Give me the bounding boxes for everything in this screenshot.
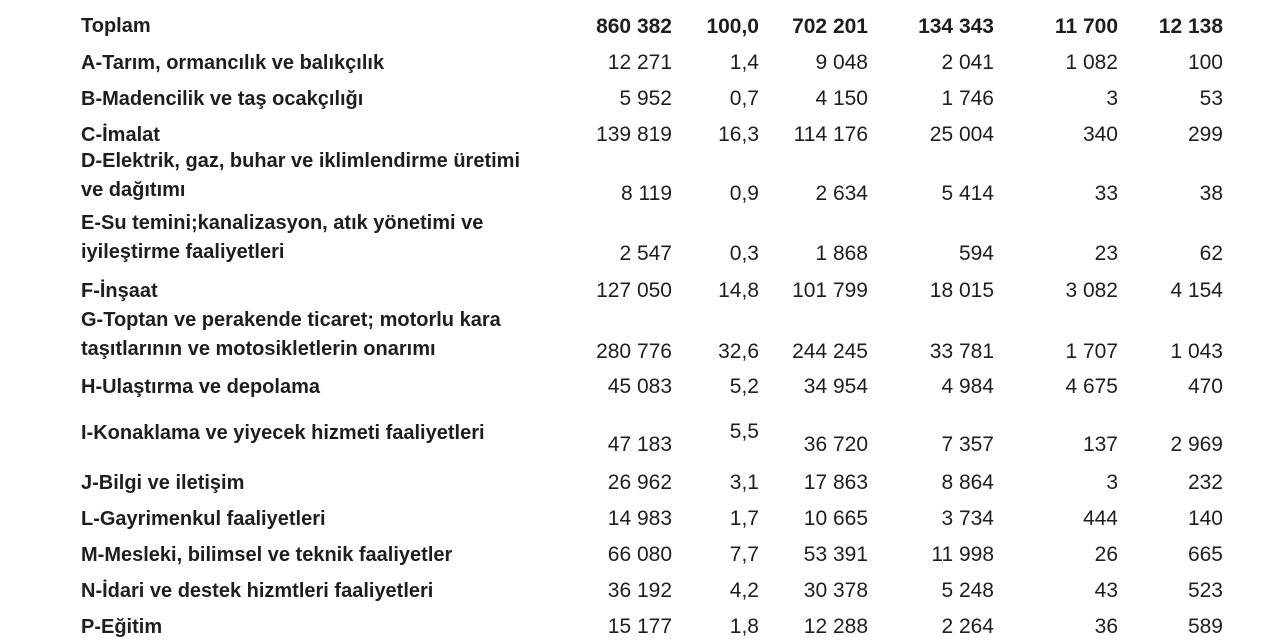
cell-value: 1,7 [729,507,759,530]
cell-value: 4 675 [1065,375,1118,398]
cell-value: 0,7 [729,87,759,110]
row-label [81,49,561,78]
cell-value: 12 138 [1158,15,1223,38]
cell-value: 23 [1094,242,1118,265]
cell-value: 16,3 [718,123,759,146]
cell-value: 3,1 [729,471,759,494]
cell-value: 0,9 [729,182,759,205]
row-label [81,373,561,402]
cell-value: 7 357 [941,433,994,456]
cell-value: 114 176 [793,123,868,146]
cell-value: 244 245 [792,340,868,363]
cell-value: 5,5 [729,420,759,443]
cell-value: 137 [1082,433,1118,456]
row-label [81,419,561,448]
cell-value: 26 962 [607,471,672,494]
row-label-line: C-İmalat [81,124,160,146]
row-label-line: L-Gayrimenkul faaliyetleri [81,508,326,530]
cell-value: 470 [1187,375,1223,398]
cell-value: 860 382 [596,15,672,38]
cell-value: 589 [1187,615,1223,638]
cell-value: 33 781 [929,340,994,363]
cell-value: 12 288 [803,615,868,638]
cell-value: 38 [1199,182,1223,205]
row-label [81,209,561,267]
cell-value: 1 082 [1065,51,1118,74]
cell-value: 4 984 [941,375,994,398]
row-label [81,505,561,534]
cell-value: 702 201 [792,15,868,38]
row-label-line: taşıtlarının ve motosikletlerin onarımı [81,338,436,360]
cell-value: 3 734 [941,507,994,530]
cell-value: 18 015 [929,279,994,302]
row-label-line: J-Bilgi ve iletişim [81,472,245,494]
row-label-line: E-Su temini;kanalizasyon, atık yönetimi ve [81,212,484,234]
cell-value: 5 952 [619,87,672,110]
cell-value: 17 863 [803,471,868,494]
cell-value: 232 [1187,471,1223,494]
cell-value: 11 700 [1054,15,1118,38]
row-label-line: M-Mesleki, bilimsel ve teknik faaliyetler [81,544,453,566]
row-label-line: P-Eğitim [81,616,163,638]
cell-value: 2 969 [1170,433,1223,456]
row-label-line: I-Konaklama ve yiyecek hizmeti faaliyetleri [81,422,485,444]
row-label-line: B-Madencilik ve taş ocakçılığı [81,88,364,110]
cell-value: 100 [1187,51,1223,74]
cell-value: 10 665 [803,507,868,530]
cell-value: 1 746 [941,87,994,110]
row-label-line: iyileştirme faaliyetleri [81,241,285,263]
cell-value: 5,2 [729,375,759,398]
cell-value: 4 150 [815,87,868,110]
row-label-line: ve dağıtımı [81,179,186,201]
cell-value: 62 [1199,242,1223,265]
cell-value: 523 [1187,579,1223,602]
cell-value: 3 082 [1065,279,1118,302]
cell-value: 1 707 [1065,340,1118,363]
cell-value: 4,2 [729,579,759,602]
cell-value: 1 043 [1170,340,1223,363]
cell-value: 665 [1187,543,1223,566]
cell-value: 5 414 [941,182,994,205]
cell-value: 14,8 [718,279,759,302]
cell-value: 299 [1187,123,1223,146]
row-label [81,469,561,498]
cell-value: 444 [1082,507,1118,530]
row-label [81,147,561,205]
cell-value: 12 271 [607,51,672,74]
row-label [81,613,561,640]
row-label [81,541,561,570]
cell-value: 134 343 [918,15,994,38]
cell-value: 101 799 [792,279,868,302]
row-label [81,121,561,150]
row-label-line: H-Ulaştırma ve depolama [81,376,320,398]
cell-value: 340 [1082,123,1118,146]
cell-value: 33 [1094,182,1118,205]
cell-value: 15 177 [607,615,672,638]
cell-value: 100,0 [706,15,759,38]
cell-value: 3 [1106,471,1118,494]
cell-value: 36 192 [607,579,672,602]
cell-value: 2 547 [619,242,672,265]
cell-value: 2 634 [815,182,868,205]
cell-value: 11 998 [931,543,994,566]
cell-value: 8 119 [621,182,672,205]
cell-value: 25 004 [929,123,994,146]
cell-value: 4 154 [1170,279,1223,302]
cell-value: 2 264 [941,615,994,638]
row-label [81,306,561,364]
row-label-line: N-İdari ve destek hizmtleri faaliyetleri [81,580,434,602]
cell-value: 30 378 [803,579,868,602]
cell-value: 36 720 [803,433,868,456]
cell-value: 280 776 [596,340,672,363]
row-label [81,277,561,306]
row-label-line: Toplam [81,15,151,37]
row-label-line: G-Toptan ve perakende ticaret; motorlu kara [81,309,501,331]
cell-value: 127 050 [596,279,672,302]
cell-value: 43 [1094,579,1118,602]
cell-value: 1 868 [815,242,868,265]
cell-value: 45 083 [607,375,672,398]
cell-value: 14 983 [607,507,672,530]
cell-value: 53 391 [803,543,868,566]
cell-value: 5 248 [941,579,994,602]
cell-value: 140 [1187,507,1223,530]
cell-value: 2 041 [941,51,994,74]
cell-value: 53 [1199,87,1223,110]
cell-value: 139 819 [596,123,672,146]
cell-value: 7,7 [729,543,759,566]
cell-value: 47 183 [607,433,672,456]
cell-value: 26 [1094,543,1118,566]
cell-value: 34 954 [803,375,868,398]
cell-value: 66 080 [607,543,672,566]
cell-value: 36 [1094,615,1118,638]
row-label [81,577,561,606]
cell-value: 9 048 [815,51,868,74]
row-label-line: F-İnşaat [81,280,158,302]
row-label-line: A-Tarım, ormancılık ve balıkçılık [81,52,385,74]
cell-value: 1,8 [729,615,759,638]
cell-value: 594 [958,242,994,265]
row-label [81,12,561,41]
cell-value: 8 864 [941,471,994,494]
cell-value: 1,4 [729,51,759,74]
cell-value: 32,6 [718,340,759,363]
cell-value: 0,3 [729,242,759,265]
row-label [81,85,561,114]
row-label-line: D-Elektrik, gaz, buhar ve iklimlendirme üretimi [81,150,521,172]
cell-value: 3 [1106,87,1118,110]
